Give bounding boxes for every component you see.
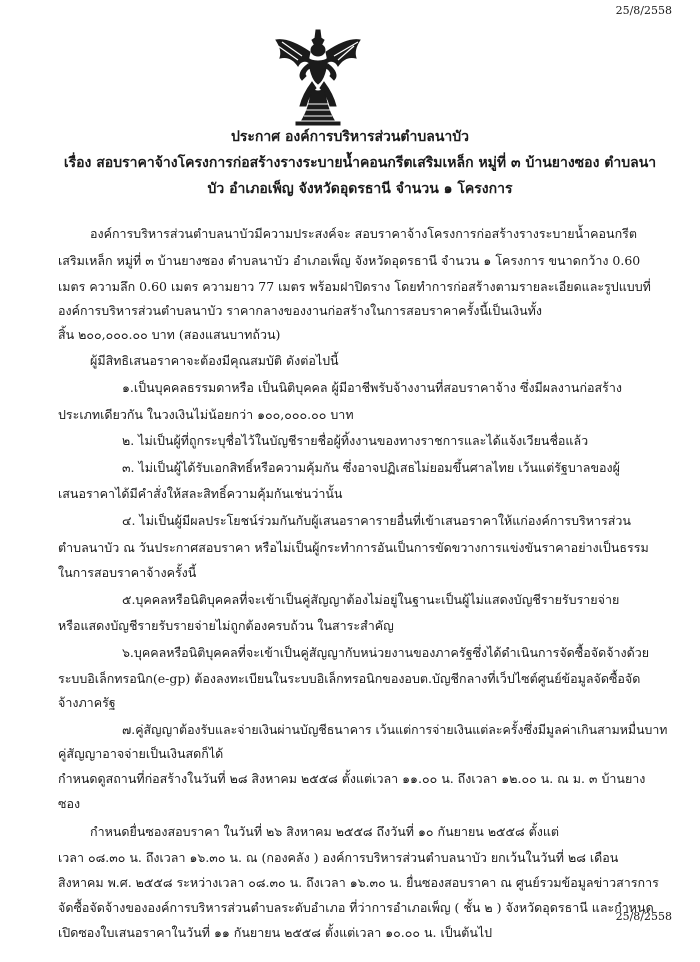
body-line: ๑.เป็นบุคคลธรรมดาหรือ เป็นนิติบุคคล ผู้มีอาชีพรับจ้างงานที่สอบราคาจ้าง ซึ่งมีผลงานก่อสร้าง (122, 380, 622, 395)
body-line: สิงหาคม พ.ศ. ๒๕๕๘ ระหว่างเวลา ๐๘.๓๐ น. ถึงเวลา ๑๖.๓๐ น. ยื่นซองสอบราคา ณ ศูนย์รวมข้อมูลข่าวสารการ (58, 875, 659, 890)
body-line: ตำบลนาบัว ณ วันประกาศสอบราคา หรือไม่เป็นผู้กระทำการอันเป็นการขัดขวางการแข่งขันราคาอย่างเป็นธรรม (58, 540, 649, 555)
body-line: เปิดซองใบเสนอราคาในวันที่ ๑๑ กันยายน ๒๕๕๘ ตั้งแต่เวลา ๑๐.๐๐ น. เป็นต้นไป (58, 925, 493, 940)
body-line: ๔. ไม่เป็นผู้มีผลประโยชน์ร่วมกันกับผู้เสนอราคารายอื่นที่เข้าเสนอราคาให้แก่องค์การบริหารส่วน (122, 513, 631, 528)
body-line: เสนอราคาได้มีคำสั่งให้สละสิทธิ์ความคุ้มกันเช่นว่านั้น (58, 486, 343, 501)
body-line: คู่สัญญาอาจจ่ายเป็นเงินสดก็ได้ (58, 746, 224, 761)
body-line: สิ้น ๒๐๐,๐๐๐.๐๐ บาท (สองแสนบาทถ้วน) (58, 327, 281, 342)
body-line: องค์การบริหารส่วนตำบลนาบัวมีความประสงค์จะ สอบราคาจ้างโครงการก่อสร้างรางระบายน้ำคอนกรีต (90, 226, 637, 241)
date-stamp-top: 25/8/2558 (615, 4, 672, 17)
garuda-emblem-icon (272, 26, 364, 126)
notice-subject-line: เรื่อง สอบราคาจ้างโครงการก่อสร้างรางระบายน้ำคอนกรีตเสริมเหล็ก หมู่ที่ ๓ บ้านยางซอง ตำบลนา (63, 155, 657, 171)
body-line: จ้างภาครัฐ (58, 695, 116, 710)
body-line: เสริมเหล็ก หมู่ที่ ๓ บ้านยางซอง ตำบลนาบัว อำเภอเพ็ญ จังหวัดอุดรธานี จำนวน ๑ โครงการ ขนาดกว้าง 0.60 (58, 253, 641, 268)
body-line: เวลา ๐๘.๓๐ น. ถึงเวลา ๑๖.๓๐ น. ณ (กองคลัง ) องค์การบริหารส่วนตำบลนาบัว ยกเว้นในวันที่ ๒๘ เดือน (58, 850, 619, 865)
body-line: กำหนดยื่นซองสอบราคา ในวันที่ ๒๖ สิงหาคม ๒๕๕๘ ถึงวันที่ ๑๐ กันยายน ๒๕๕๘ ตั้งแต่ (90, 824, 559, 839)
body-line: หรือแสดงบัญชีรายรับรายจ่ายไม่ถูกต้องครบถ้วน ในสาระสำคัญ (58, 618, 394, 633)
body-line: ระบบอิเล็กทรอนิก(e-gp) ต้องลงทะเบียนในระบบอิเล็กทรอนิกของอบต.บัญชีกลางที่เว็ปไซต์ศูนย์ข้อมูลจัดซื้อจัด (58, 671, 641, 686)
body-line: องค์การบริหารส่วนตำบลนาบัว ราคากลางของงานก่อสร้างในการสอบราคาครั้งนี้เป็นเงินทั้ง (58, 303, 543, 318)
body-line: ๕.บุคคลหรือนิติบุคคลที่จะเข้าเป็นคู่สัญญาต้องไม่อยู่ในฐานะเป็นผู้ไม่แสดงบัญชีรายรับรายจ่าย (122, 592, 620, 607)
notice-subject-line: บัว อำเภอเพ็ญ จังหวัดอุดรธานี จำนวน ๑ โครงการ (207, 181, 513, 197)
body-line: ในการสอบราคาจ้างครั้งนี้ (58, 565, 197, 580)
body-line: กำหนดดูสถานที่ก่อสร้างในวันที่ ๒๘ สิงหาคม ๒๕๕๘ ตั้งแต่เวลา ๑๑.๐๐ น. ถึงเวลา ๑๒.๐๐ น. ณ ม. ๓ บ้านยาง (58, 771, 646, 786)
date-stamp-bottom: 25/8/2558 (615, 910, 672, 923)
body-line: ๒. ไม่เป็นผู้ที่ถูกระบุชื่อไว้ในบัญชีรายชื่อผู้ทิ้งงานของทางราชการและได้แจ้งเวียนชื่อแล้ว (122, 433, 589, 448)
body-line: ๗.คู่สัญญาต้องรับและจ่ายเงินผ่านบัญชีธนาคาร เว้นแต่การจ่ายเงินแต่ละครั้งซึ่งมีมูลค่าเกินสามหมื่นบาท (122, 722, 668, 737)
body-line: จัดซื้อจัดจ้างขององค์การบริหารส่วนตำบลระดับอำเภอ ที่ว่าการอำเภอเพ็ญ ( ชั้น ๒ ) จังหวัดอุดรธานี และกำหนด (58, 900, 654, 915)
body-line: ประเภทเดียวกัน ในวงเงินไม่น้อยกว่า ๑๐๐,๐๐๐.๐๐ บาท (58, 407, 354, 422)
body-line: ซอง (58, 796, 81, 811)
body-line: เมตร ความลึก 0.60 เมตร ความยาว 77 เมตร พร้อมฝาปิดราง โดยทำการก่อสร้างตามรายละเอียดและรูปแบบที่ (58, 279, 651, 294)
body-line: ผู้มีสิทธิเสนอราคาจะต้องมีคุณสมบัติ ดังต่อไปนี้ (90, 353, 339, 368)
body-line: ๖.บุคคลหรือนิติบุคคลที่จะเข้าเป็นคู่สัญญากับหน่วยงานของภาครัฐซึ่งได้ดำเนินการจัดซื้อจัดจ้างด้วย (122, 645, 650, 660)
body-line: ๓. ไม่เป็นผู้ได้รับเอกสิทธิ์หรือความคุ้มกัน ซึ่งอาจปฏิเสธไม่ยอมขึ้นศาลไทย เว้นแต่รัฐบาลของผู้ (122, 460, 620, 475)
notice-title: ประกาศ องค์การบริหารส่วนตำบลนาบัว (230, 129, 470, 145)
